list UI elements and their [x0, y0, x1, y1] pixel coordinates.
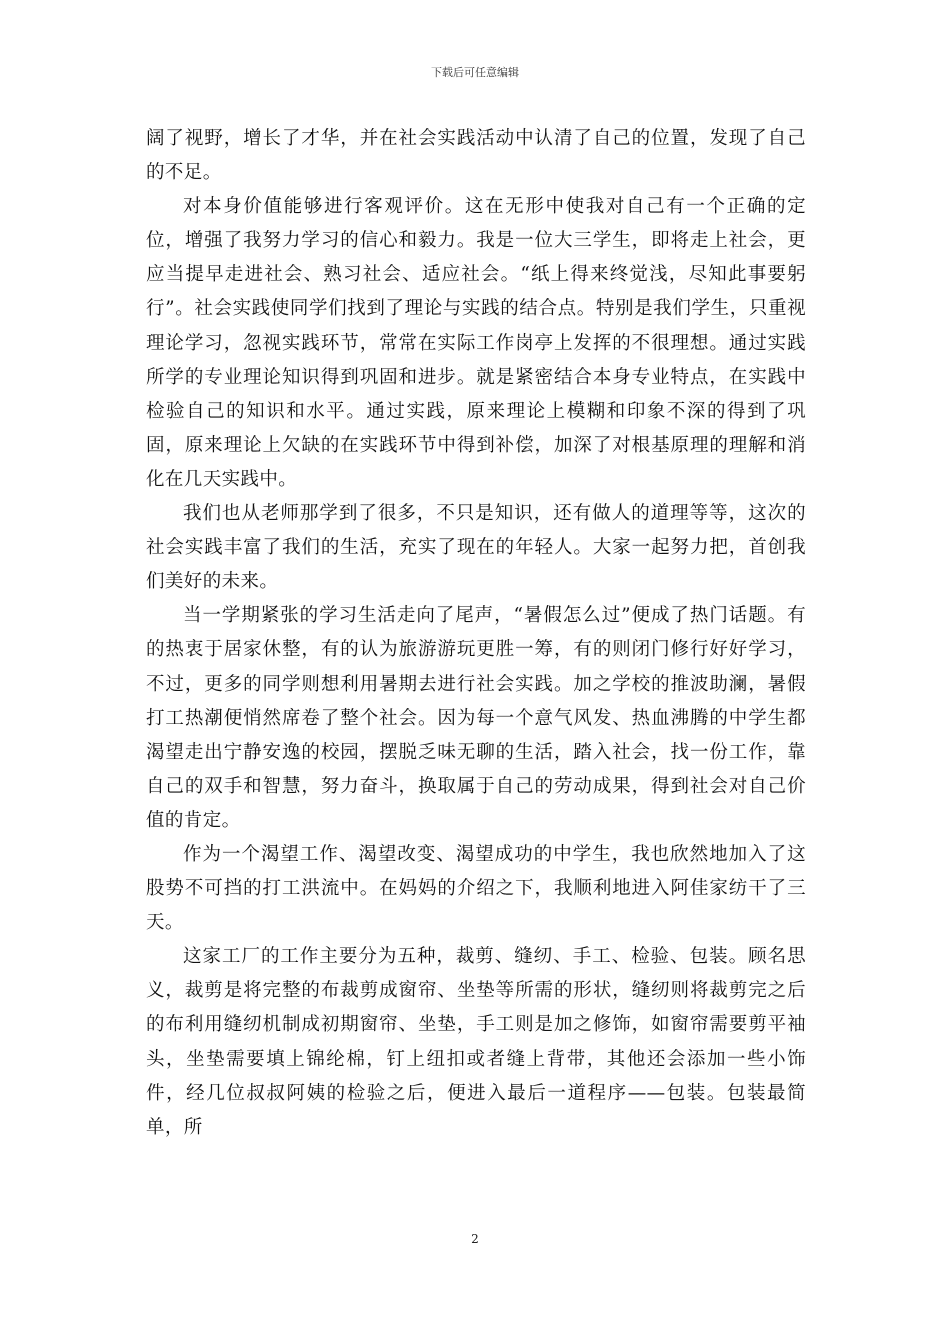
paragraph: 我们也从老师那学到了很多，不只是知识，还有做人的道理等等，这次的社会实践丰富了我们的生活，充实了现在的年轻人。大家一起努力把，首创我们美好的未来。 — [146, 503, 806, 593]
paragraph: 对本身价值能够进行客观评价。这在无形中使我对自己有一个正确的定位，增强了我努力学习的信心和毅力。我是一位大三学生，即将走上社会，更应当提早走进社会、熟习社会、适应社会。“纸上得来终觉浅，尽知此事要躬行”。社会实践使同学们找到了理论与实践的结合点。特别是我们学生，只重视理论学习，忽视实践环节，常常在实际工作岗亭上发挥的不很理想。通过实践所学的专业理论知识得到巩固和进步。就是紧密结合本身专业特点，在实践中检验自己的知识和水平。通过实践，原来理论上模糊和印象不深的得到了巩固，原来理论上欠缺的在实践环节中得到补偿，加深了对根基原理的理解和消化在几天实践中。 — [146, 196, 806, 490]
paragraph: 当一学期紧张的学习生活走向了尾声，“暑假怎么过”便成了热门话题。有的热衷于居家休整，有的认为旅游游玩更胜一筹，有的则闭门修行好好学习，不过，更多的同学则想利用暑期去进行社会实践。加之学校的推波助澜，暑假打工热潮便悄然席卷了整个社会。因为每一个意气风发、热血沸腾的中学生都渴望走出宁静安逸的校园，摆脱乏味无聊的生活，踏入社会，找一份工作，靠自己的双手和智慧，努力奋斗，换取属于自己的劳动成果，得到社会对自己价值的肯定。 — [146, 605, 806, 831]
paragraph-continuation: 阔了视野，增长了才华，并在社会实践活动中认清了自己的位置，发现了自己的不足。 — [146, 128, 806, 184]
paragraph: 这家工厂的工作主要分为五种，裁剪、缝纫、手工、检验、包装。顾名思义，裁剪是将完整的布裁剪成窗帘、坐垫等所需的形状，缝纫则将裁剪完之后的布利用缝纫机制成初期窗帘、坐垫，手工则是加之修饰，如窗帘需要剪平袖头，坐垫需要填上锦纶棉，钉上纽扣或者缝上背带，其他还会添加一些小饰件，经几位叔叔阿姨的检验之后，便进入最后一道程序——包装。包装最简单，所 — [146, 946, 806, 1138]
body-text — [146, 122, 806, 1145]
page-number: 2 — [471, 1232, 479, 1246]
paragraph: 作为一个渴望工作、渴望改变、渴望成功的中学生，我也欣然地加入了这股势不可挡的打工洪流中。在妈妈的介绍之下，我顺利地进入阿佳家纺干了三天。 — [146, 843, 806, 934]
page-header: 下载后可任意编辑 — [431, 66, 519, 79]
